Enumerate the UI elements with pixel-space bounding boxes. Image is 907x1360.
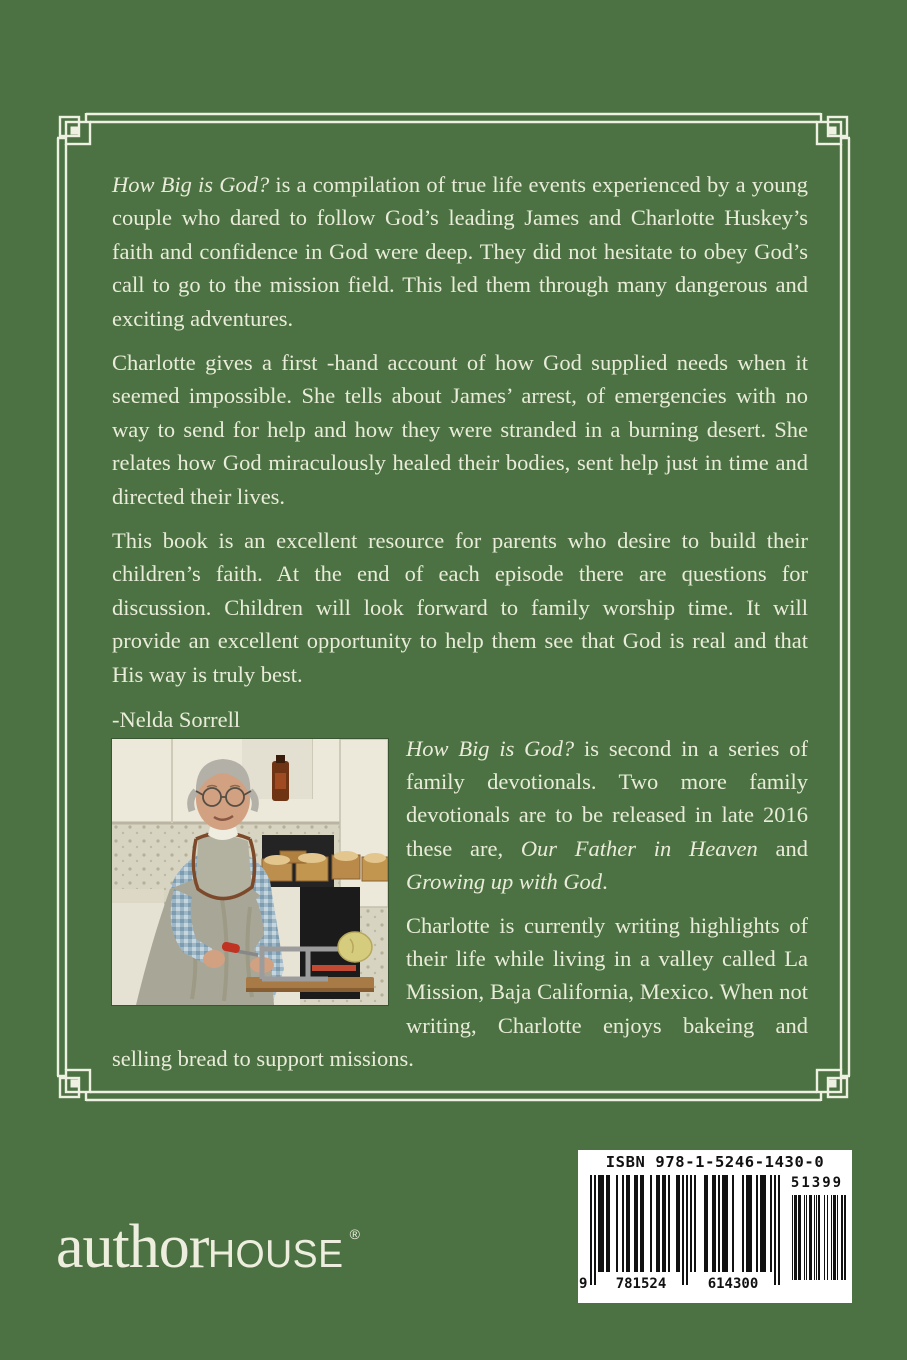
ean5-price-addon bbox=[788, 1175, 846, 1280]
ean13-left-digits: 781524 bbox=[600, 1276, 682, 1292]
frame-left-lines bbox=[58, 138, 66, 1076]
ean13-barcode bbox=[579, 1175, 780, 1303]
ean13-right-digits: 614300 bbox=[692, 1276, 774, 1292]
author-photo bbox=[112, 739, 388, 1005]
endorsement-attribution: -Nelda Sorrell bbox=[112, 707, 241, 733]
ean13-first-digit: 9 bbox=[579, 1276, 588, 1292]
publisher-logo-house: HOUSE bbox=[208, 1233, 344, 1276]
corner-ornament bbox=[57, 113, 90, 144]
synopsis-paragraph-2: Charlotte gives a first -hand account of how God supplied needs when it seemed impossible. She tells about James’ arrest, of emergencies with no way to send for help and how they were stranded in a burning desert. She relates how God miraculously healed their bodies, sent help just in time and directed their lives. bbox=[112, 350, 808, 509]
synopsis-paragraph-1: How Big is God? is a compilation of true life events experienced by a young couple who dared to follow God’s leading James and Charlotte Huskey’s faith and confidence in God were deep. They did not hesitate to obey God’s call to go to the mission field. This led them through many dangerous and exciting adventures. bbox=[112, 172, 809, 331]
publisher-logo-author: author bbox=[56, 1213, 209, 1281]
synopsis-paragraph-3: This book is an excellent resource for parents who desire to build their children’s faith. At the end of each episode there are questions for discussion. Children will look forward to family worship time. It will provide an excellent opportunity to help them see that God is real and that His way is truly best. bbox=[112, 528, 808, 687]
author-photo-illustration bbox=[112, 739, 388, 1005]
bio-paragraph-2: Charlotte is currently writing highlights of their life while living in a valley called La Mission, Baja California, Mexico. When not writing, Charlotte enjoys bakeing and selling bread to support missions. bbox=[112, 913, 808, 1071]
price-code: 51399 bbox=[790, 1175, 844, 1191]
ean13-digits bbox=[579, 1274, 780, 1292]
publisher-logo bbox=[56, 1212, 360, 1283]
bio-paragraph-1: How Big is God? is second in a series of family devotionals. Two more family devotionals are to be released in late 2016 these are, Our Father in Heaven and Growing up with God. bbox=[406, 736, 808, 894]
frame-top-lines bbox=[86, 114, 821, 122]
author-bio-section bbox=[112, 732, 808, 1086]
frame-right-lines bbox=[841, 138, 849, 1076]
registered-trademark-symbol: ® bbox=[349, 1226, 360, 1242]
frame-bottom-lines bbox=[86, 1092, 821, 1100]
synopsis-section bbox=[112, 168, 808, 748]
isbn-number-label: ISBN 978-1-5246-1430-0 bbox=[605, 1153, 825, 1171]
isbn-barcode-block bbox=[578, 1150, 852, 1303]
